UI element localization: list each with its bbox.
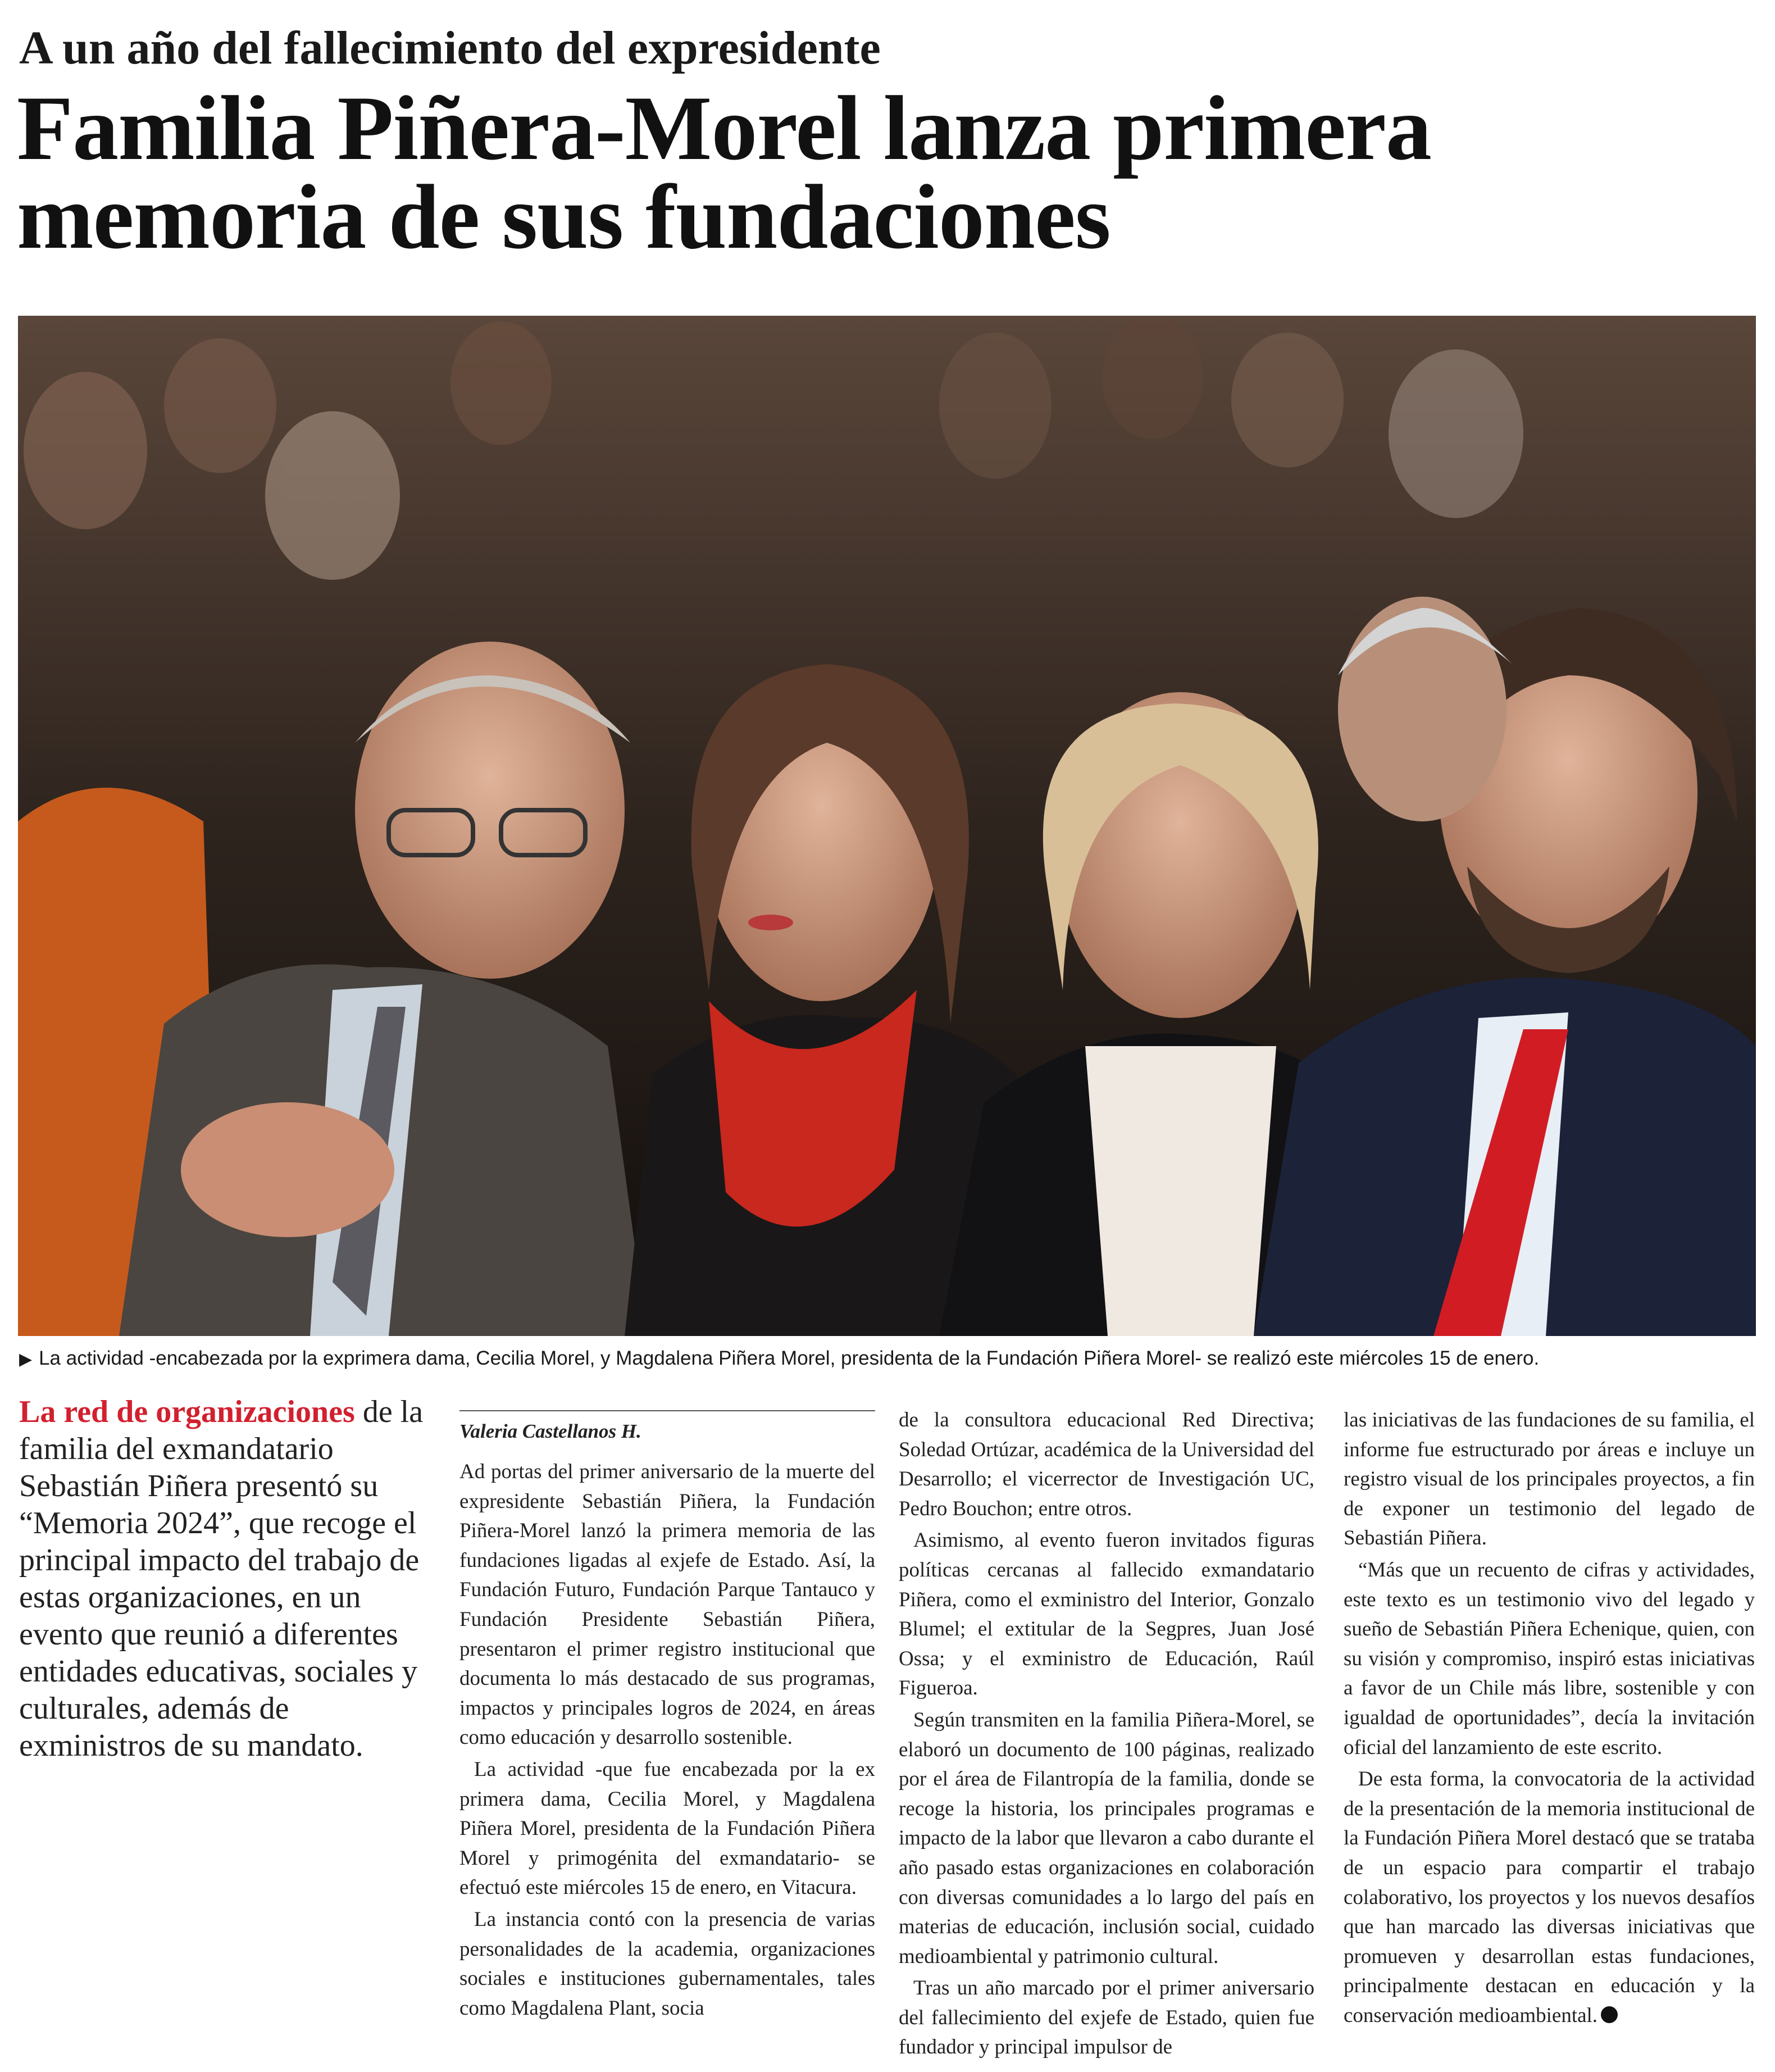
lead-highlight: La red de organizaciones bbox=[19, 1394, 355, 1429]
body-paragraph: La actividad -que fue encabezada por la ex primera dama, Cecilia Morel, y Magdalena Piñera Morel, presidenta de la Fundación Piñera Morel y primogénita del exmandatario- se efectuó este miércoles 15 de enero, en Vitacura. bbox=[459, 1757, 875, 1900]
lead-paragraph bbox=[19, 1393, 438, 1764]
body-column-3 bbox=[1344, 1406, 1755, 2033]
headline: Familia Piñera-Morel lanza primera memoria de sus fundaciones bbox=[17, 78, 1431, 268]
kicker: A un año del fallecimiento del expresidente bbox=[19, 22, 881, 74]
article-photo bbox=[18, 316, 1756, 1336]
body-paragraph: “Más que un recuento de cifras y actividades, este texto es un testimonio vivo del legado y sueño de Sebastián Piñera Echenique, quien, con su visión y compromiso, inspiró estas iniciativas a favor de un Chile más libre, sostenible y con igualdad de oportunidades”, decía la invitación oficial del lanzamiento de este escrito. bbox=[1344, 1558, 1755, 1759]
body-paragraph: Según transmiten en la familia Piñera-Morel, se elaboró un documento de 100 páginas, realizado por el área de Filantropía de la familia, donde se recoge la historia, los principales programas e impacto de la labor que llevaron a cabo durante el año pasado estas organizaciones en colaboración con diversas comunidades a lo largo del país en materias de educación, inclusión social, cuidado medioambiental y patrimonio cultural. bbox=[899, 1708, 1314, 1968]
lead-text: de la familia del exmandatario Sebastián Piñera presentó su “Memoria 2024”, que recoge el principal impacto del trabajo de estas organizaciones, en un evento que reunió a diferentes entidades educativas, sociales y culturales, además de exministros de su mandato. bbox=[19, 1394, 424, 1763]
byline: Valeria Castellanos H. bbox=[459, 1410, 875, 1443]
photo-caption bbox=[19, 1346, 1755, 1372]
body-paragraph: La instancia contó con la presencia de varias personalidades de la academia, organizaciones sociales e instituciones gubernamentales, tales como Magdalena Plant, socia bbox=[459, 1907, 875, 2020]
body-paragraph-text: De esta forma, la convocatoria de la actividad de la presentación de la memoria institucional de la Fundación Piñera Morel destacó que se trataba de un espacio para compartir el trabajo colaborativo, los proyectos y los nuevos desafíos que han marcado las diversas iniciativas que promueven y desarrollan estas fundaciones, principalmente destacan en educación y la conservación medioambiental. bbox=[1344, 1767, 1755, 2027]
body-paragraph-last bbox=[1344, 1765, 1755, 2030]
body-paragraph: las iniciativas de las fundaciones de su familia, el informe fue estructurado por áreas e incluye un registro visual de los principales proyectos, a fin de exponer un testimonio del legado de Sebastián Piñera. bbox=[1344, 1408, 1755, 1550]
body-paragraph: Tras un año marcado por el primer aniversario del fallecimiento del exjefe de Estado, quien fue fundador y principal impulsor de bbox=[899, 1976, 1314, 2059]
body-column-1 bbox=[459, 1457, 875, 2025]
body-paragraph: de la consultora educacional Red Directiva; Soledad Ortúzar, académica de la Universidad del Desarrollo; el vicerrector de Investigación UC, Pedro Bouchon; entre otros. bbox=[899, 1408, 1314, 1520]
photo-illustration bbox=[18, 316, 1756, 1336]
body-paragraph: Ad portas del primer aniversario de la muerte del expresidente Sebastián Piñera, la Fundación Piñera-Morel lanzó la primera memoria de las fundaciones ligadas al exjefe de Estado. Así, la Fundación Futuro, Fundación Parque Tantauco y Fundación Presidente Sebastián Piñera, presentaron el primer registro institucional que documenta lo más destacado de sus programas, impactos y principales logros de 2024, en áreas como educación y desarrollo sostenible. bbox=[459, 1460, 875, 1750]
caption-marker-icon: ▶ bbox=[19, 1350, 33, 1369]
body-column-2 bbox=[899, 1406, 1314, 2065]
end-mark-icon bbox=[1601, 2006, 1618, 2023]
caption-text: La actividad -encabezada por la exprimera dama, Cecilia Morel, y Magdalena Piñera Morel, presidenta de la Fundación Piñera Morel- se realizó este miércoles 15 de enero. bbox=[39, 1347, 1540, 1369]
body-paragraph: Asimismo, al evento fueron invitados figuras políticas cercanas al fallecido exmandatario Piñera, como el exministro del Interior, Gonzalo Blumel; el extitular de la Segpres, Juan José Ossa; y el exministro de Educación, Raúl Figueroa. bbox=[899, 1529, 1314, 1700]
